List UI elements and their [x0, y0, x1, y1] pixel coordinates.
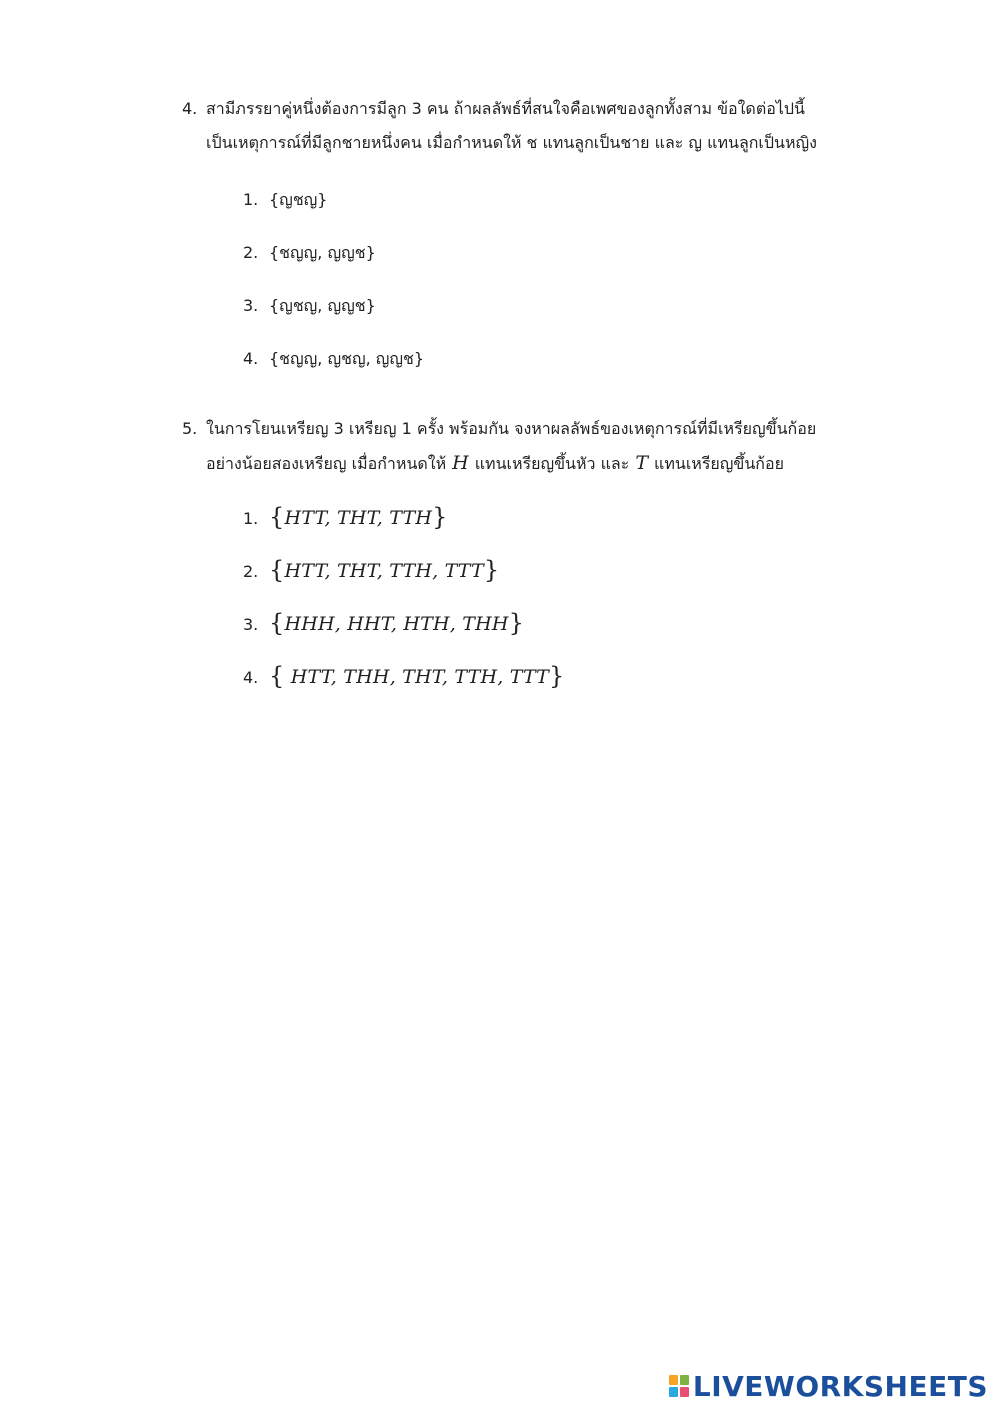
question-4-number: 4. — [182, 99, 198, 118]
close-brace: } — [508, 609, 525, 637]
question-4-option-3[interactable] — [243, 294, 376, 318]
variable-h: H — [452, 452, 469, 474]
option-text: HTT, THT, TTH, TTT — [284, 560, 484, 582]
question-4-option-1[interactable] — [243, 188, 327, 212]
option-number: 3. — [243, 296, 259, 315]
option-text: {ญชญ, ญญช} — [269, 296, 376, 315]
question-4-option-4[interactable] — [243, 347, 424, 371]
option-text: HTT, THT, TTH — [284, 507, 433, 529]
question-5-number: 5. — [182, 419, 198, 438]
option-math — [269, 662, 565, 690]
option-number: 1. — [243, 190, 259, 209]
open-brace: { — [269, 662, 285, 690]
question-5-text-2b: แทนเหรียญขึ้นหัว และ — [474, 454, 630, 473]
logo-square-3 — [669, 1387, 678, 1397]
option-number: 2. — [243, 243, 259, 262]
option-math — [269, 609, 525, 637]
question-5-option-1[interactable] — [243, 504, 448, 531]
variable-t: T — [635, 452, 649, 474]
question-4-line-2: เป็นเหตุการณ์ที่มีลูกชายหนึ่งคน เมื่อกำหนดให้ ช แทนลูกเป็นชาย และ ญ แทนลูกเป็นหญิง — [206, 133, 817, 152]
logo-square-4 — [680, 1387, 689, 1397]
question-5-text-1: ในการโยนเหรียญ 3 เหรียญ 1 ครั้ง พร้อมกัน จงหาผลลัพธ์ของเหตุการณ์ที่มีเหรียญขึ้นก้อย — [206, 419, 817, 438]
close-brace: } — [483, 556, 500, 584]
close-brace: } — [432, 503, 448, 531]
option-math — [269, 503, 448, 531]
question-4-text-1: สามีภรรยาคู่หนึ่งต้องการมีลูก 3 คน ถ้าผลลัพธ์ที่สนใจคือเพศของลูกทั้งสาม ข้อใดต่อไปนี้ — [206, 99, 805, 118]
option-number: 4. — [243, 668, 259, 687]
open-brace: { — [269, 556, 285, 584]
question-4-option-2[interactable] — [243, 241, 376, 265]
question-5-line-1 — [182, 412, 902, 446]
question-5-line-2 — [182, 446, 902, 481]
question-4-line-1 — [182, 92, 902, 126]
question-5 — [182, 412, 902, 481]
question-5-option-2[interactable] — [243, 557, 499, 584]
open-brace: { — [269, 609, 285, 637]
option-math — [269, 556, 500, 584]
liveworksheets-logo — [669, 1370, 988, 1402]
option-number: 3. — [243, 615, 259, 634]
question-5-text-2c: แทนเหรียญขึ้นก้อย — [654, 454, 784, 473]
option-text: {ชญญ, ญญช} — [269, 243, 376, 262]
open-brace: { — [269, 503, 285, 531]
logo-square-1 — [669, 1375, 678, 1385]
option-number: 1. — [243, 509, 259, 528]
logo-square-2 — [680, 1375, 689, 1385]
question-4 — [182, 92, 902, 160]
question-5-text-2a: อย่างน้อยสองเหรียญ เมื่อกำหนดให้ — [206, 454, 447, 473]
option-text: HHH, HHT, HTH, THH — [284, 613, 509, 635]
logo-mark-icon — [669, 1375, 689, 1397]
option-text: {ชญญ, ญชญ, ญญช} — [269, 349, 425, 368]
option-number: 4. — [243, 349, 259, 368]
question-5-option-4[interactable] — [243, 663, 565, 690]
option-text: {ญชญ} — [269, 190, 328, 209]
close-brace: } — [549, 662, 565, 690]
option-number: 2. — [243, 562, 259, 581]
option-text: HTT, THH, THT, TTH, TTT — [284, 666, 550, 688]
logo-text: LIVEWORKSHEETS — [692, 1369, 988, 1403]
question-5-option-3[interactable] — [243, 610, 524, 637]
